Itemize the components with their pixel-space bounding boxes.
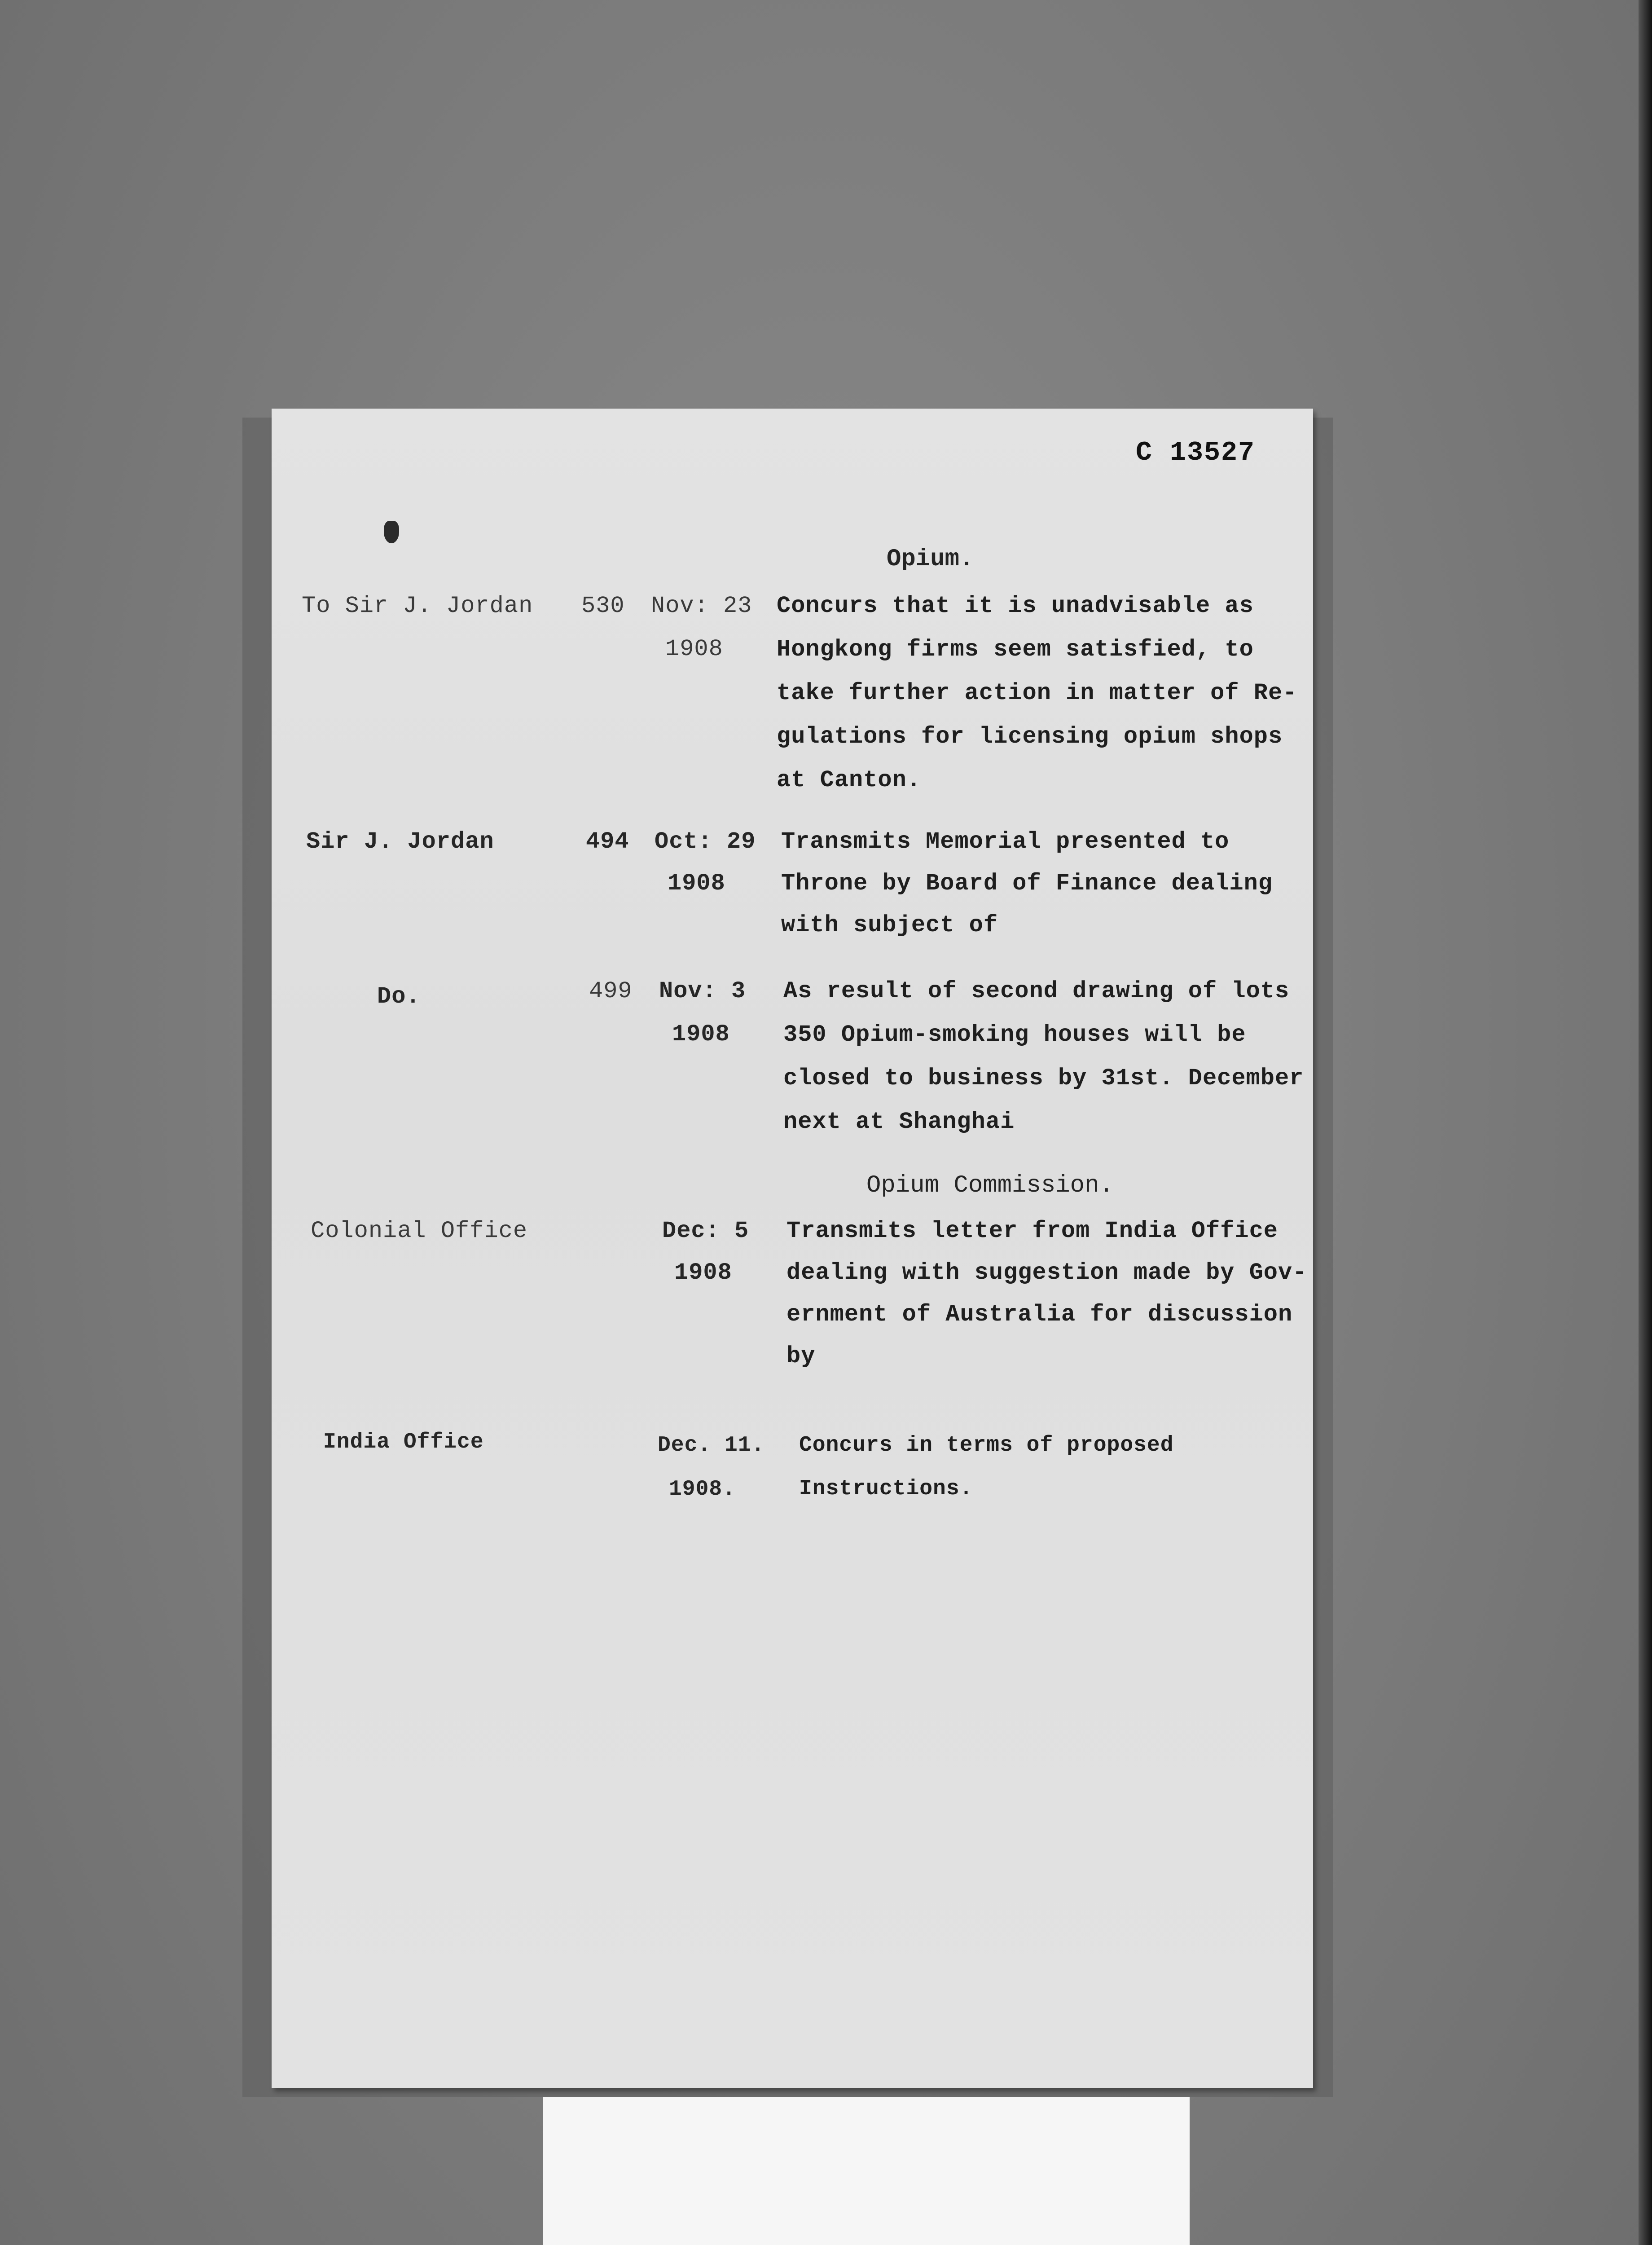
- description-line: ernment of Australia for discussion: [786, 1301, 1293, 1328]
- description-line: As result of second drawing of lots: [783, 978, 1290, 1004]
- description-line: by: [786, 1343, 816, 1369]
- entry-year: 1908: [674, 1259, 732, 1286]
- description-line: closed to business by 31st. December: [783, 1065, 1304, 1092]
- entry-description: [786, 1218, 1307, 1385]
- entry-recipient: To Sir J. Jordan: [302, 593, 533, 619]
- ink-blot: [384, 521, 399, 543]
- description-line: Transmits Memorial presented to: [781, 828, 1230, 855]
- film-edge: [1639, 0, 1652, 2245]
- entry-description: [783, 978, 1304, 1152]
- entry-description: [781, 828, 1273, 954]
- entry-date: Oct: 29: [655, 828, 756, 855]
- entry-recipient: Colonial Office: [311, 1218, 528, 1244]
- description-line: gulations for licensing opium shops: [777, 723, 1283, 750]
- entry-number: 499: [589, 978, 633, 1004]
- entry-description: [799, 1433, 1174, 1520]
- section-heading-opium: Opium.: [887, 546, 974, 573]
- description-line: 350 Opium-smoking houses will be: [783, 1021, 1246, 1048]
- entry-year: 1908: [672, 1021, 730, 1048]
- entry-date: Nov: 23: [651, 593, 752, 619]
- description-line: Concurs in terms of proposed: [799, 1433, 1174, 1457]
- description-line: Hongkong firms seem satisfied, to: [777, 636, 1254, 663]
- description-line: Instructions.: [799, 1477, 973, 1501]
- description-line: take further action in matter of Re-: [777, 680, 1297, 706]
- description-line: Throne by Board of Finance dealing: [781, 870, 1273, 897]
- section-heading-opium-commission: Opium Commission.: [866, 1172, 1114, 1199]
- entry-date: Dec. 11.: [658, 1433, 765, 1457]
- reference-number: C 13527: [1136, 438, 1256, 468]
- description-line: dealing with suggestion made by Gov-: [786, 1259, 1307, 1286]
- entry-recipient: Do.: [377, 983, 421, 1010]
- entry-number: 530: [581, 593, 625, 619]
- description-line: with subject of: [781, 912, 998, 938]
- entry-recipient: Sir J. Jordan: [306, 828, 494, 855]
- entry-year: 1908.: [669, 1477, 736, 1501]
- description-line: Concurs that it is unadvisable as: [777, 593, 1254, 619]
- collection-label: [543, 2097, 1190, 2245]
- entry-date: Dec: 5: [662, 1218, 749, 1244]
- description-line: at Canton.: [777, 767, 922, 793]
- entry-year: 1908: [668, 870, 725, 897]
- entry-description: [777, 593, 1297, 810]
- entry-number: 494: [586, 828, 629, 855]
- description-line: next at Shanghai: [783, 1109, 1015, 1135]
- entry-recipient: India Office: [323, 1430, 484, 1454]
- entry-date: Nov: 3: [659, 978, 746, 1004]
- description-line: Transmits letter from India Office: [786, 1218, 1278, 1244]
- entry-year: 1908: [665, 636, 723, 662]
